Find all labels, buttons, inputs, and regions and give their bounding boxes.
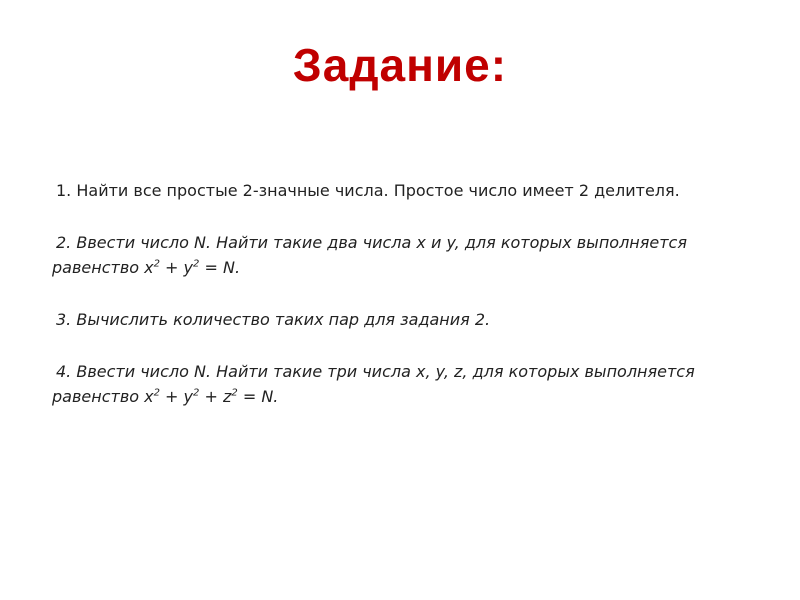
task-item-4: [52, 359, 774, 409]
slide-title: Задание:: [292, 39, 508, 91]
task-formula: $x^2 + y^2 + z^2 = N$.: [144, 387, 279, 406]
task-list: [52, 178, 774, 436]
task-text: Ввести число N. Найти такие два числа x и y, для которых выполняется равенство: [52, 233, 687, 277]
task-text: Найти все простые 2-значные числа. Простое число имеет 2 делителя.: [76, 181, 680, 200]
task-number: 3.: [56, 310, 72, 329]
task-number: 1.: [56, 181, 72, 200]
task-item-1: [52, 178, 774, 203]
task-number: 4.: [56, 362, 72, 381]
task-formula: $x^2 + y^2 = N$.: [144, 258, 241, 277]
task-item-2: [52, 230, 774, 280]
task-item-3: [52, 307, 774, 332]
task-text: Вычислить количество таких пар для задания 2.: [76, 310, 491, 329]
task-number: 2.: [56, 233, 72, 252]
task-text: Ввести число N. Найти такие три числа x, y, z, для которых выполняется равенство: [52, 362, 695, 406]
